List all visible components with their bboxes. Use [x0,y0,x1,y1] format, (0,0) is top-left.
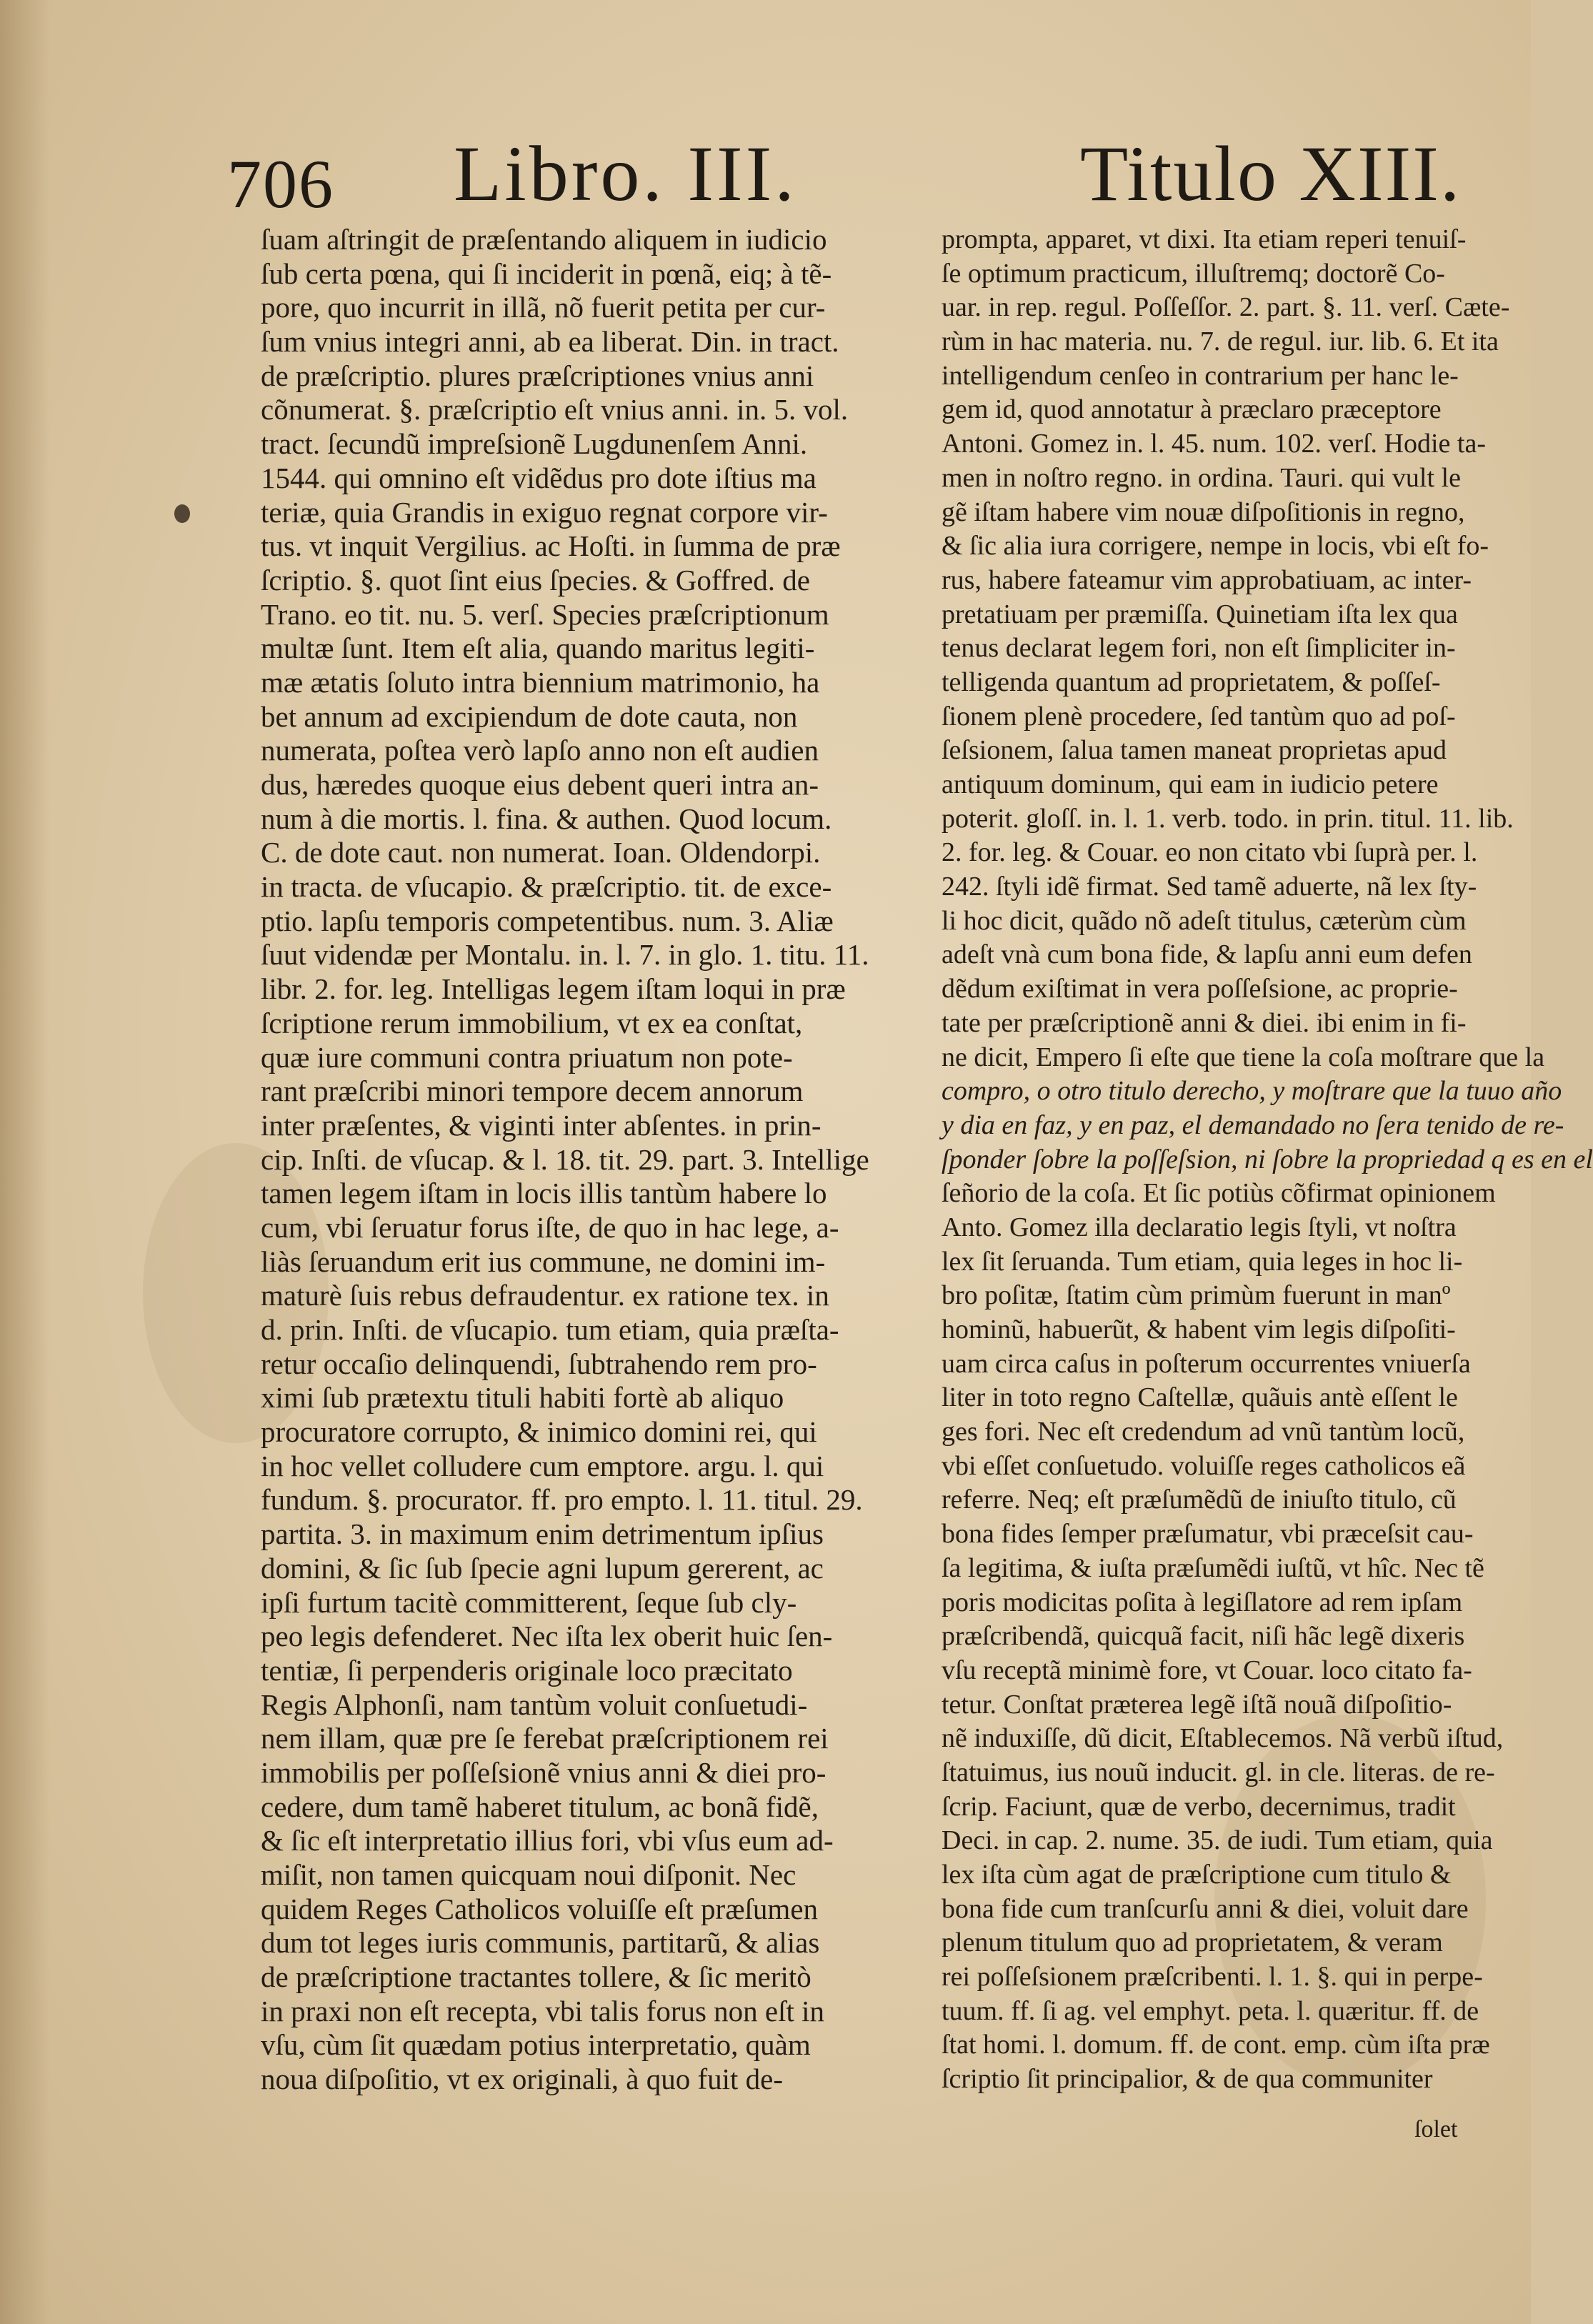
text-line: in praxi non eſt recepta, vbi talis forus non eſt in [261,1994,825,2028]
text-line: adeſt vnà cum bona fide, & lapſu anni eum defen [942,939,1472,970]
text-line: ſponder ſobre la poſſeſsion, ni ſobre la propriedad q es en el [942,1144,1593,1175]
text-line: 2. for. leg. & Couar. eo non citato vbi ſuprà per. l. [942,837,1478,868]
text-line: ſe optimum practicum, illuſtremq; doctorẽ Co- [942,258,1445,289]
text-line: libr. 2. for. leg. Intelligas legem iſtam loqui in præ [261,972,846,1006]
text-line: gem id, quod annotatur à præclaro præceptore [942,394,1442,425]
text-line: immobilis per poſſeſsionẽ vnius anni & diei pro- [261,1755,827,1789]
text-line: mæ ætatis ſoluto intra biennium matrimonio, ha [261,665,820,699]
text-line: li hoc dicit, quãdo nõ adeſt titulus, cæterùm cùm [942,905,1467,936]
text-line: num à die mortis. l. fina. & authen. Quod locum. [261,802,832,835]
text-line: bona fides ſemper præſumatur, vbi præceſsit cau- [942,1519,1474,1550]
text-line: in hoc vellet colludere cum emptore. argu. l. qui [261,1449,824,1482]
text-line: ſtatuimus, ius nouũ inducit. gl. in cle. literas. de re- [942,1757,1495,1787]
text-line: tate per præſcriptionẽ anni & diei. ibi enim in fi- [942,1007,1467,1038]
ink-spot [174,504,190,523]
text-line: ſeñorio de la coſa. Et ſic potiùs cõfirmat opinionem [942,1178,1496,1209]
text-line: uam circa caſus in poſterum occurrentes vniuerſa [942,1348,1471,1379]
text-line: Antoni. Gomez in. l. 45. num. 102. verſ. Hodie ta- [942,429,1486,459]
text-line: dus, hæredes quoque eius debent queri intra an- [261,768,819,801]
text-line: quidem Reges Catholicos voluiſſe eſt præſumen [261,1892,819,1925]
left-text-column [261,223,904,2097]
text-line: tract. ſecundũ impreſsionẽ Lugdunenſem Anni. [261,427,808,461]
text-line: referre. Neq; eſt præſumẽdũ de iniuſto titulo, cũ [942,1485,1457,1515]
text-line: vbi eſſet conſuetudo. voluiſſe reges catholicos eã [942,1450,1466,1481]
text-line: ſa legitima, & iuſta præſumẽdi iuſtũ, vt hîc. Nec tẽ [942,1552,1484,1583]
text-line: tuum. ff. ſi ag. vel emphyt. peta. l. quæritur. ff. de [942,1995,1479,2026]
text-line: cip. Inſti. de vſucap. & l. 18. tit. 29. part. 3. Intellige [261,1142,869,1176]
text-line: & ſic eſt interpretatio illius fori, vbi vſus eum ad- [261,1824,834,1857]
text-line: de præſcriptio. plures præſcriptiones vnius anni [261,359,814,392]
text-line: ges fori. Nec eſt credendum ad vnũ tantùm locũ, [942,1417,1465,1447]
text-line: men in noſtro regno. in ordina. Tauri. qui vult le [942,462,1461,493]
text-line: bona fide cum tranſcurſu anni & diei, voluit dare [942,1893,1469,1924]
text-line: intelligendum cenſeo in contrarium per hanc le- [942,360,1459,391]
text-line: nẽ induxiſſe, dũ dicit, Eſtablecemos. Nã verbũ iſtud, [942,1723,1504,1754]
text-line: bro poſitæ, ſtatim cùm primùm fuerunt in manº [942,1280,1451,1311]
text-line: gẽ iſtam habere vim nouæ diſpoſitionis in regno, [942,497,1465,527]
text-line: ximi ſub prætextu tituli habiti fortè ab aliquo [261,1381,784,1415]
catchword: ſolet [1414,2116,1458,2143]
text-line: tus. vt inquit Vergilius. ac Hoſti. in ſumma de præ [261,529,841,563]
text-line: dẽdum exiſtimat in vera poſſeſsione, ac proprie- [942,974,1458,1004]
text-line: dum tot leges iuris communis, partitarũ, & alias [261,1926,820,1960]
text-line: miſit, non tamen quicquam noui diſponit. Nec [261,1858,796,1891]
text-line: cedere, dum tamẽ haberet titulum, ac bonã fidẽ, [261,1790,819,1823]
text-line: plenum titulum quo ad proprietatem, & veram [942,1927,1443,1958]
text-line: ptio. lapſu temporis competentibus. num. 3. Aliæ [261,904,834,937]
text-line: de præſcriptione tractantes tollere, & ſic meritò [261,1960,812,1994]
text-line: retur occaſio delinquendi, ſubtrahendo rem pro- [261,1347,817,1380]
text-line: noua diſpoſitio, vt ex originali, à quo fuit de- [261,2063,784,2096]
text-line: numerata, poſtea verò lapſo anno non eſt audien [261,734,819,767]
binding-gutter [0,0,50,2324]
text-line: maturè ſuis rebus defraudentur. ex ratione tex. in [261,1279,829,1312]
text-line: antiquum dominum, qui eam in iudicio petere [942,769,1439,799]
text-line: partita. 3. in maximum enim detrimentum ipſius [261,1517,824,1551]
text-line: ſum vnius integri anni, ab ea liberat. Din. in tract. [261,325,839,359]
text-line: multæ ſunt. Item eſt alia, quando maritus legiti- [261,632,815,665]
text-line: pretatiuam per præmiſſa. Quinetiam iſta lex qua [942,599,1458,629]
text-line: lex iſta cùm agat de præſcriptione cum titulo & [942,1860,1452,1890]
text-line: ſcrip. Faciunt, quæ de verbo, decernimus, tradit [942,1791,1456,1822]
text-line: vſu receptã minimè fore, vt Couar. loco citato fa- [942,1655,1472,1685]
text-line: pore, quo incurrit in illã, nõ fuerit petita per cur- [261,291,826,324]
text-line: nem illam, quæ pre ſe ferebat præſcriptionem rei [261,1722,829,1755]
text-line: ſcriptione rerum immobilium, vt ex ea conſtat, [261,1006,803,1039]
text-line: ſionem plenè procedere, ſed tantùm quo ad poſ- [942,701,1456,732]
text-line: peo legis defenderet. Nec iſta lex oberit huic ſen- [261,1620,833,1653]
text-line: tenus declarat legem fori, non eſt ſimpliciter in- [942,633,1456,664]
text-line: poris modicitas poſita à legiſlatore ad rem ipſam [942,1587,1463,1617]
text-line: cum, vbi ſeruatur forus iſte, de quo in hac lege, a- [261,1210,839,1244]
page-number: 706 [227,146,334,222]
text-line: ſcriptio. §. quot ſint eius ſpecies. & Goffred. de [261,563,810,597]
text-line: ipſi furtum tacitè committerent, ſeque ſub cly- [261,1585,797,1619]
text-line: quæ iure communi contra priuatum non pote- [261,1040,793,1074]
text-line: lex ſit ſeruanda. Tum etiam, quia leges in hoc li- [942,1246,1463,1277]
text-line: vſu, cùm ſit quædam potius interpretatio, quàm [261,2028,811,2062]
text-line: prompta, apparet, vt dixi. Ita etiam reperi tenuiſ- [942,224,1467,254]
text-line: Regis Alphonſi, nam tantùm voluit conſuetudi- [261,1687,808,1721]
text-line: ſuam aſtringit de præſentando aliquem in iudicio [261,223,827,256]
text-line: procuratore corrupto, & inimico domini rei, qui [261,1415,817,1449]
text-line: fundum. §. procurator. ff. pro empto. l. 11. titul. 29. [261,1483,863,1517]
text-line: C. de dote caut. non numerat. Ioan. Oldendorpi. [261,836,821,869]
text-line: 1544. qui omnino eſt vidẽdus pro dote iſtius ma [261,461,817,494]
text-line: uar. in rep. regul. Poſſeſſor. 2. part. §. 11. verſ. Cæte- [942,292,1510,323]
text-line: hominũ, habuerũt, & habent vim legis diſpoſiti- [942,1315,1456,1345]
text-line: ſeſsionem, ſalua tamen maneat proprietas apud [942,735,1447,766]
text-line: cõnumerat. §. præſcriptio eſt vnius anni. in. 5. vol. [261,393,849,427]
book-label: Libro. III. [454,130,797,217]
text-line: ſtat homi. l. domum. ff. de cont. emp. cùm iſta præ [942,2030,1490,2060]
text-line: tentiæ, ſi perpenderis originale loco præcitato [261,1653,793,1687]
text-line: telligenda quantum ad proprietatem, & poſſeſ- [942,667,1441,697]
text-line: teriæ, quia Grandis in exiguo regnat corpore vir- [261,495,828,529]
text-line: præſcribendã, quicquã facit, niſi hãc legẽ dixeris [942,1621,1465,1652]
text-line: ſub certa pœna, qui ſi inciderit in pœnã, eiq; à tẽ- [261,256,832,290]
text-line: Anto. Gomez illa declaratio legis ſtyli, vt noſtra [942,1212,1457,1242]
text-line: rant præſcribi minori tempore decem annorum [261,1074,804,1108]
text-line: liàs ſeruandum erit ius commune, ne domini im- [261,1245,826,1278]
text-line: liter in toto regno Caſtellæ, quãuis antè eſſent le [942,1382,1458,1413]
right-text-column [942,223,1593,2097]
text-line: Trano. eo tit. nu. 5. verſ. Species præſcriptionum [261,597,829,631]
running-header [0,129,1531,221]
text-line: poterit. gloſſ. in. l. 1. verb. todo. in prin. titul. 11. lib. [942,803,1514,834]
text-line: ſuut videndæ per Montalu. in. l. 7. in glo. 1. titu. 11. [261,938,869,972]
text-line: bet annum ad excipiendum de dote cauta, non [261,699,798,733]
text-line: tetur. Conſtat præterea legẽ iſtã nouã diſpoſitio- [942,1689,1452,1720]
text-line: compro, o otro titulo derecho, y moſtrare que la tuuo año [942,1076,1562,1107]
title-label: Titulo XIII. [1080,130,1462,217]
text-line: tamen legem iſtam in locis illis tantùm habere lo [261,1177,827,1210]
text-line: d. prin. Inſti. de vſucapio. tum etiam, quia præſta- [261,1313,839,1346]
text-line: rei poſſeſsionem præſcribenti. l. 1. §. qui in perpe- [942,1962,1483,1993]
text-line: Deci. in cap. 2. nume. 35. de iudi. Tum etiam, quia [942,1825,1493,1856]
text-line: ſcriptio ſit principalior, & de qua communiter [942,2064,1433,2095]
text-line: y dia en faz, y en paz, el demandado no ſera tenido de re- [942,1109,1564,1140]
text-line: 242. ſtyli idẽ firmat. Sed tamẽ aduerte, nã lex ſty- [942,872,1477,902]
text-line: in tracta. de vſucapio. & præſcriptio. tit. de exce- [261,870,832,904]
text-line: domini, & ſic ſub ſpecie agni lupum gererent, ac [261,1551,824,1585]
text-line: rus, habere fateamur vim approbatiuam, ac inter- [942,564,1472,595]
text-line: & ſic alia iura corrigere, nempe in locis, vbi eſt fo- [942,531,1489,562]
text-line: ne dicit, Empero ſi eſte que tiene la coſa moſtrare que la [942,1042,1545,1072]
text-line: inter præſentes, & viginti inter abſentes. in prin- [261,1108,822,1142]
text-line: rùm in hac materia. nu. 7. de regul. iur. lib. 6. Et ita [942,326,1499,357]
